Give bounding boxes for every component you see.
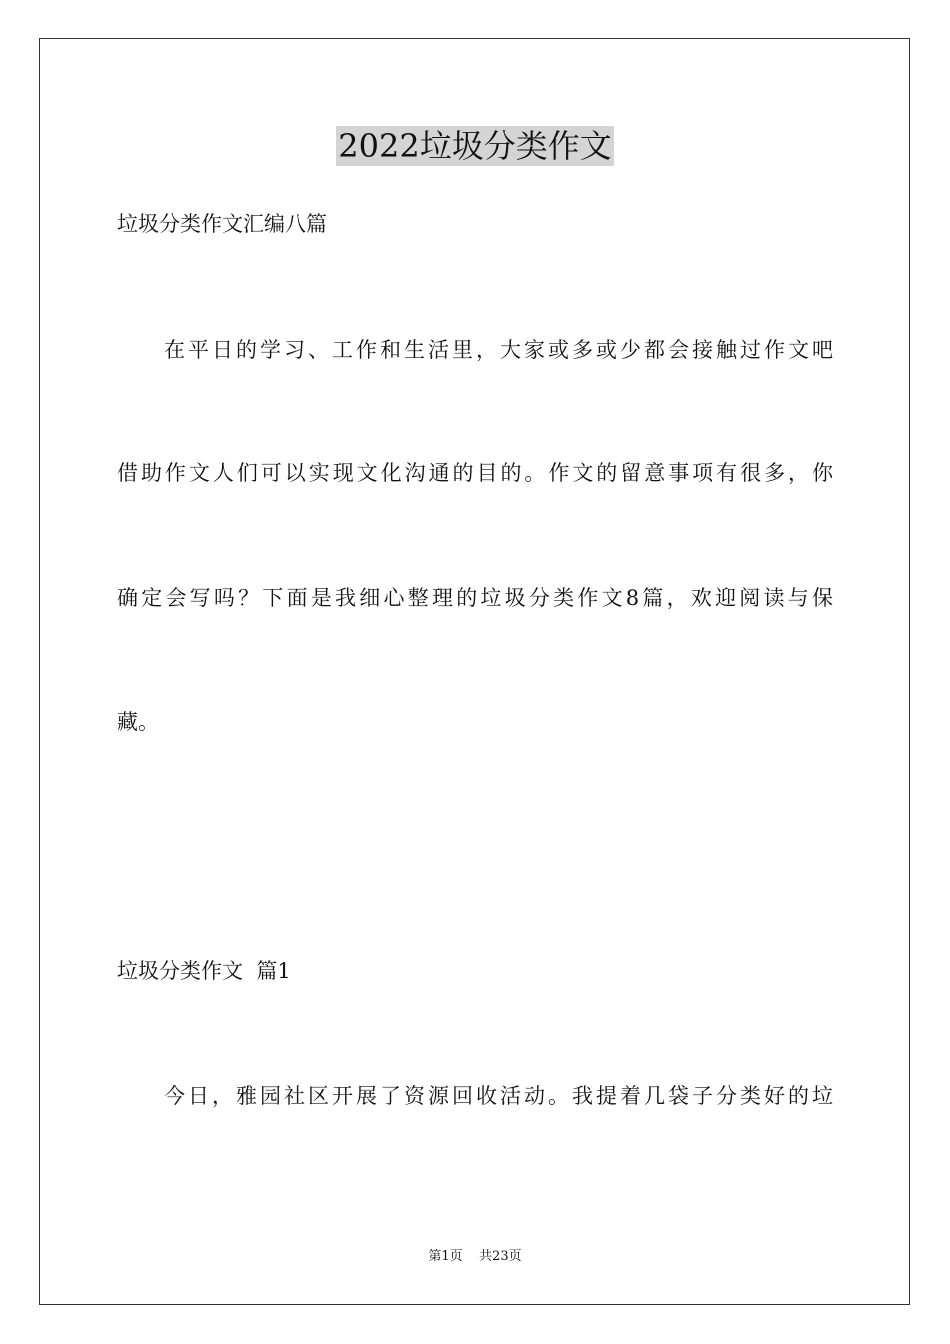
title-container	[0, 126, 950, 166]
intro-line-1: 在平日的学习、工作和生活里，大家或多或少都会接触过作文吧	[164, 338, 833, 362]
intro-line-2: 借助作文人们可以实现文化沟通的目的。作文的留意事项有很多，你	[117, 461, 833, 485]
document-subtitle: 垃圾分类作文汇编八篇	[117, 212, 327, 236]
page-number-label: 第1页 共23页	[428, 1249, 522, 1264]
intro-line-3: 确定会写吗？下面是我细心整理的垃圾分类作文8篇，欢迎阅读与保	[117, 586, 833, 610]
section-heading: 垃圾分类作文 篇1	[117, 959, 291, 983]
intro-line-4: 藏。	[117, 710, 159, 734]
section-paragraph-line-1: 今日，雅园社区开展了资源回收活动。我提着几袋子分类好的垃	[164, 1084, 833, 1108]
page-footer	[0, 1248, 950, 1266]
document-title: 2022垃圾分类作文	[338, 127, 612, 165]
